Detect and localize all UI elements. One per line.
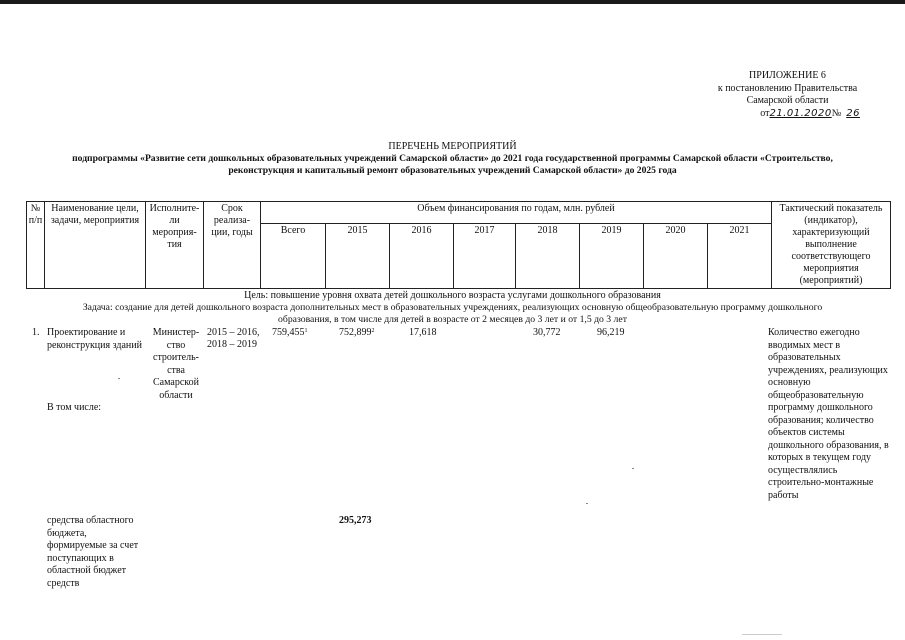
row1-total-value: 759,455 — [272, 327, 305, 338]
appendix-region-line: Самарской области — [746, 95, 829, 106]
header-total: Всего — [261, 224, 326, 289]
handwritten-date: 21.01.2020 — [769, 107, 832, 119]
heading-program: реконструкция и капитальный ремонт образовательных учреждений Самарской области» до 2025 года — [228, 165, 677, 176]
row1-including: В том числе: — [47, 402, 102, 413]
task-line-1: Задача: создание для детей дошкольного возраста дополнительных мест в образовательных учреждениях, реализующих основную общеобразовательную программу дошкольного — [82, 302, 823, 313]
header-term: Срок реализа-ции, годы — [204, 202, 261, 289]
row1-name: Проектирование и реконструкция зданий — [47, 327, 142, 351]
scan-speck — [742, 634, 782, 635]
row1-2015 — [339, 327, 375, 340]
row1-2015-footnote: 2 — [371, 328, 375, 334]
row1-total — [272, 327, 308, 340]
header-number: № п/п — [27, 202, 45, 289]
row1-executor: Министер-ство строитель-ства Самарской области — [152, 327, 200, 401]
row1-total-footnote: 1 — [304, 328, 308, 334]
header-name: Наименование цели, задачи, мероприятия — [45, 202, 146, 289]
row2-name: средства областного бюджета, формируемые за счет поступающих в областной бюджет средств — [47, 515, 139, 589]
row1-term-line2: 2018 – 2019 — [207, 339, 257, 350]
document-heading — [40, 141, 865, 177]
heading-title: ПЕРЕЧЕНЬ МЕРОПРИЯТИЙ — [388, 141, 517, 152]
appendix-date-line — [700, 108, 875, 121]
row1-number: 1. — [32, 327, 40, 338]
appendix-decree-line: к постановлению Правительства — [717, 82, 858, 94]
header-year-2017: 2017 — [454, 224, 516, 289]
header-finance: Объем финансирования по годам, млн. рублей — [261, 202, 772, 224]
appendix-title: ПРИЛОЖЕНИЕ 6 — [749, 70, 826, 81]
header-year-2015: 2015 — [326, 224, 390, 289]
header-executor: Исполните-ли мероприя-тия — [146, 202, 204, 289]
scan-speck — [118, 378, 120, 379]
row1-2019: 96,219 — [597, 327, 625, 338]
row1-indicator: Количество ежегодно вводимых мест в образовательных учреждениях, реализующих основную общеобразовательную программу дошкольного образования; количество объектов системы дошкольного образования, в которых в текущем году осуществлялись строительно-монтажные работы — [768, 327, 889, 501]
row1-2016: 17,618 — [409, 327, 437, 338]
heading-subprogram: подпрограммы «Развитие сети дошкольных образовательных учреждений Самарской области» до 2021 года государственной программы Самарской области «Строительство, — [72, 153, 833, 164]
row1-2018: 30,772 — [533, 327, 561, 338]
header-year-2020: 2020 — [644, 224, 708, 289]
row1-term-line1: 2015 – 2016, — [207, 327, 260, 338]
row1-2015-value: 752,899 — [339, 327, 372, 338]
scan-top-border — [0, 0, 905, 4]
scan-speck — [586, 503, 588, 504]
header-year-2021: 2021 — [708, 224, 772, 289]
header-year-2018: 2018 — [516, 224, 580, 289]
finance-table-header — [26, 201, 891, 289]
appendix-block — [700, 70, 875, 120]
row2-2015: 295,273 — [339, 515, 372, 526]
header-year-2019: 2019 — [580, 224, 644, 289]
goal-line: Цель: повышение уровня охвата детей дошкольного возраста услугами дошкольного образования — [244, 290, 661, 301]
date-prefix: от — [760, 107, 770, 119]
handwritten-number: 26 — [846, 107, 860, 119]
task-line-2: образования, в том числе для детей в возрасте от 2 месяцев до 3 лет и от 1,5 до 3 лет — [278, 314, 627, 325]
header-year-2016: 2016 — [390, 224, 454, 289]
number-prefix: № — [831, 107, 842, 119]
header-indicator: Тактический показатель (индикатор), характеризующий выполнение соответствующего мероприятия (мероприятий) — [772, 202, 891, 289]
scan-speck — [632, 468, 634, 469]
